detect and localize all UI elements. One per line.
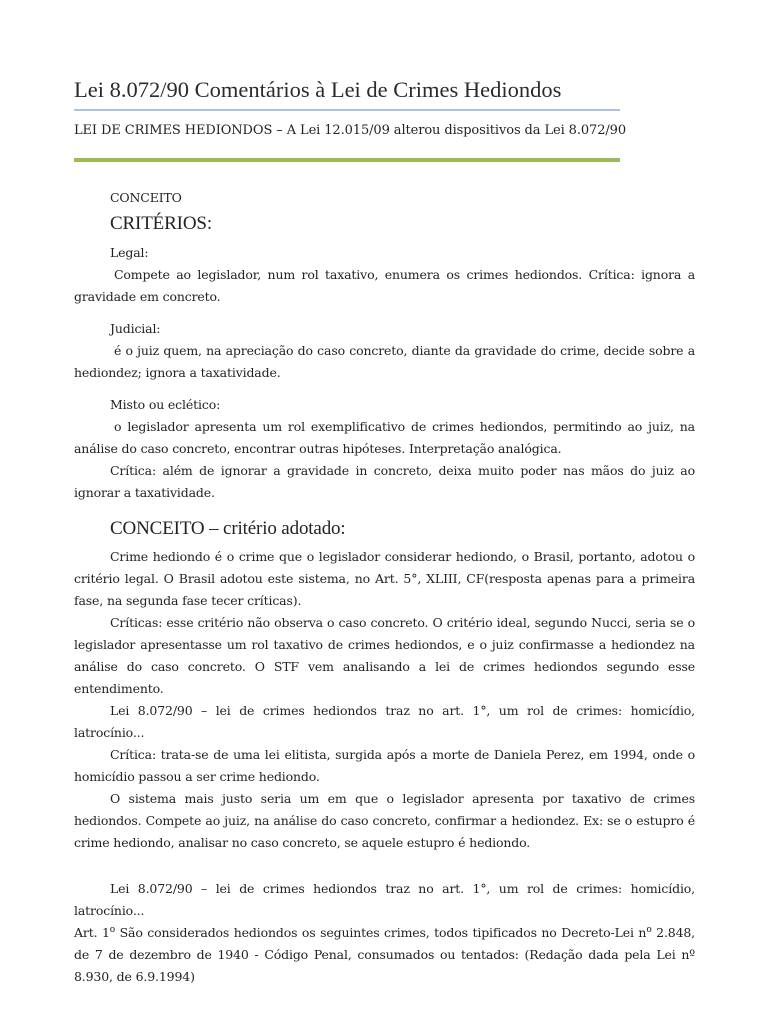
legal-label: Legal: (110, 245, 149, 260)
paragraph: Lei 8.072/90 – lei de crimes hediondos traz no art. 1°, um rol de crimes: homicídio, latrocínio... (74, 703, 695, 740)
document-body (74, 186, 695, 988)
art-mid: São considerados hediondos os seguintes crimes, todos tipificados no Decreto-Lei n (115, 925, 647, 940)
art-prefix: Art. 1 (74, 925, 110, 940)
section-heading-criterio-adotado: CONCEITO – critério adotado: (110, 518, 346, 539)
art-rest: 2.848, de 7 de dezembro de 1940 - Código Penal, consumados ou tentados: (Redação dada pela Lei nº 8.930, de 6.9.1994) (74, 925, 696, 984)
legal-text: Compete ao legislador, num rol taxativo, enumera os crimes hediondos. Crítica: ignora a gravidade em concreto. (74, 267, 695, 304)
page-subtitle: LEI DE CRIMES HEDIONDOS – A Lei 12.015/09 alterou dispositivos da Lei 8.072/90 (74, 123, 627, 138)
title-underline (74, 109, 620, 111)
paragraph: Crítica: trata-se de uma lei elitista, surgida após a morte de Daniela Perez, em 1994, onde o homicídio passou a ser crime hediondo. (74, 747, 695, 784)
art-sup-2: o (646, 925, 652, 935)
misto-label: Misto ou eclético: (110, 397, 221, 412)
judicial-label: Judicial: (110, 321, 161, 336)
paragraph: Crime hediondo é o crime que o legislador considerar hediondo, o Brasil, portanto, adotou o critério legal. O Brasil adotou este sistema, no Art. 5°, XLIII, CF(resposta apenas para a primeira fase, na segunda fase tecer críticas). (74, 549, 695, 608)
misto-text: o legislador apresenta um rol exemplificativo de crimes hediondos, permitindo ao juiz, na análise do caso concreto, encontrar outras hipóteses. Interpretação analógica. (74, 419, 695, 456)
art-sup-1: o (109, 925, 116, 935)
lei-reference: Lei 8.072/90 – lei de crimes hediondos traz no art. 1°, um rol de crimes: homicídio, latrocínio... (74, 881, 695, 918)
judicial-text: é o juiz quem, na apreciação do caso concreto, diante da gravidade do crime, decide sobre a hediondez; ignora a taxatividade. (74, 343, 695, 380)
paragraph: Críticas: esse critério não observa o caso concreto. O critério ideal, segundo Nucci, seria se o legislador apresentasse um rol taxativo de crimes hediondos, e o juiz confirmasse a hediondez na análise do caso concreto. O STF vem analisando a lei de crimes hediondos segundo esse entendimento. (74, 615, 695, 696)
art-1-text (74, 922, 695, 988)
section-divider (74, 158, 620, 162)
criterios-heading: CRITÉRIOS: (110, 213, 212, 234)
paragraph: O sistema mais justo seria um em que o legislador apresenta por taxativo de crimes hediondos. Compete ao juiz, na análise do caso concreto, confirmar a hediondez. Ex: se o estupro é crime hediondo, analisar no caso concreto, se aquele estupro é hediondo. (74, 791, 695, 850)
conceito-label: CONCEITO (110, 190, 182, 205)
misto-critica: Crítica: além de ignorar a gravidade in concreto, deixa muito poder nas mãos do juiz ao ignorar a taxatividade. (74, 463, 695, 500)
page-title: Lei 8.072/90 Comentários à Lei de Crimes Hediondos (74, 77, 562, 102)
